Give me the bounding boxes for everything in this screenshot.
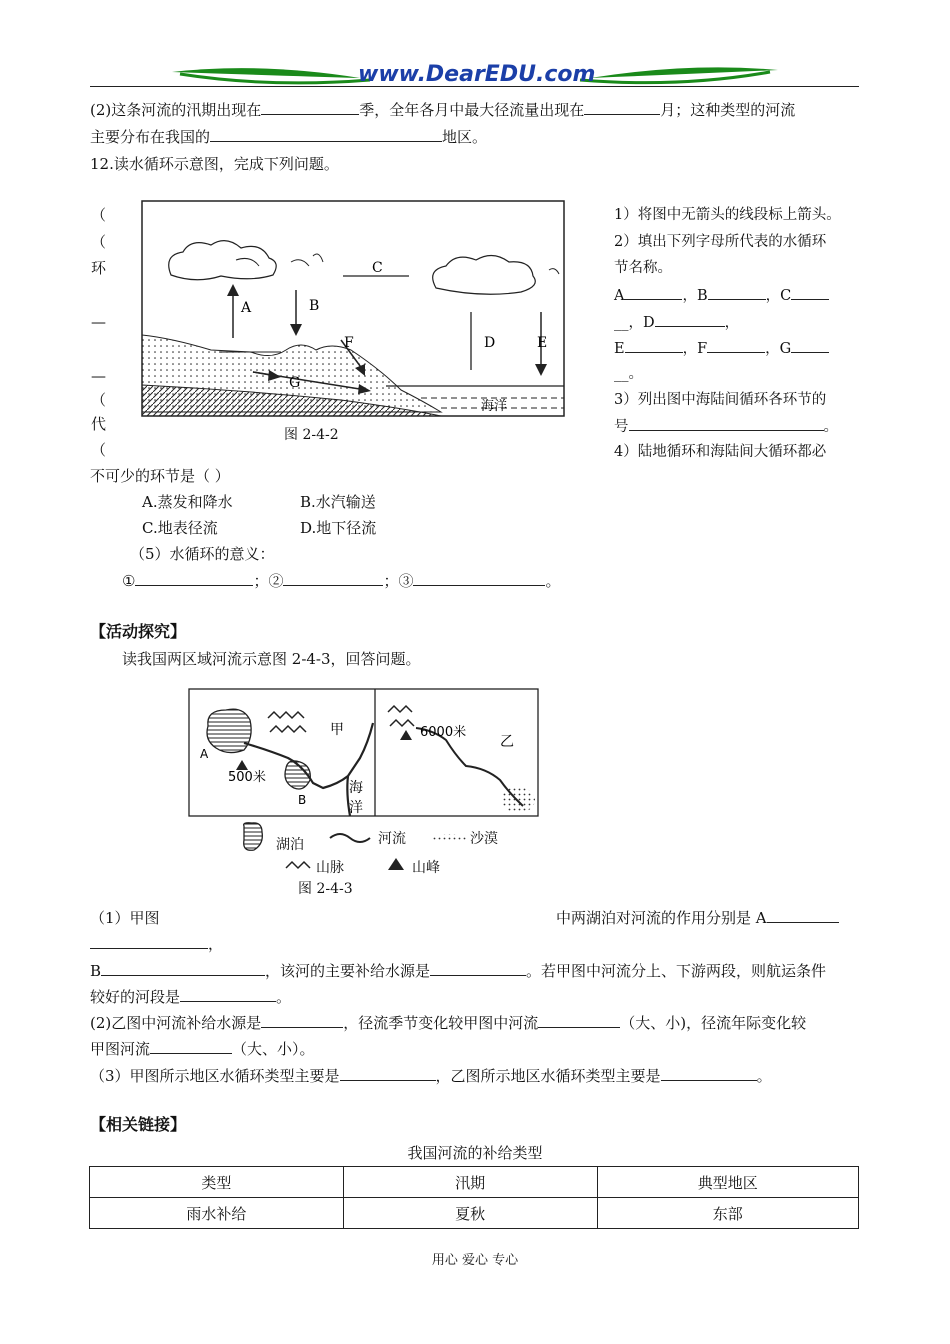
figure-caption: 图 2-4-2 bbox=[284, 427, 339, 443]
activity-q1b bbox=[556, 908, 839, 928]
label-elev-6000: 6000米 bbox=[420, 725, 467, 740]
label-g: G bbox=[289, 375, 301, 391]
activity-q1c bbox=[90, 934, 223, 954]
mountain-range-icon bbox=[268, 712, 304, 718]
table-cell: 雨水补给 bbox=[90, 1198, 344, 1229]
q-text: 较好的河段是 bbox=[90, 988, 181, 1006]
answer-blank[interactable] bbox=[90, 934, 208, 949]
right-text: ，C bbox=[765, 288, 792, 304]
answer-blank[interactable] bbox=[340, 1066, 436, 1081]
q12-q5-blanks bbox=[122, 571, 561, 591]
q-text: ，该河的主要补给水源是 bbox=[265, 962, 431, 980]
legend-desert: 沙漠 bbox=[470, 831, 498, 847]
q11-text: 地区。 bbox=[442, 128, 488, 146]
right-row-d bbox=[614, 312, 739, 333]
option-c[interactable]: C.地表径流 bbox=[142, 519, 218, 537]
answer-blank[interactable] bbox=[413, 571, 545, 586]
label-hai: 海 bbox=[349, 780, 363, 796]
answer-blank[interactable] bbox=[625, 338, 683, 353]
fragment: （ bbox=[91, 233, 107, 251]
right-text: 4）陆地循环和海陆间大循环都必 bbox=[614, 444, 827, 460]
answer-blank[interactable] bbox=[661, 1066, 757, 1081]
legend-river: 河流 bbox=[378, 831, 406, 847]
fragment: 代 bbox=[91, 415, 107, 433]
page-footer: 用心 爱心 专心 bbox=[431, 1253, 519, 1268]
answer-blank[interactable] bbox=[791, 338, 829, 353]
activity-q1d bbox=[90, 961, 826, 981]
section-heading-activity: 【活动探究】 bbox=[90, 622, 187, 641]
q-text: 。若甲图中河流分上、下游两段，则航运条件 bbox=[526, 962, 827, 980]
answer-blank[interactable] bbox=[538, 1013, 620, 1028]
label-d: D bbox=[484, 335, 496, 351]
label-f: F bbox=[344, 335, 354, 351]
table-row bbox=[90, 1198, 859, 1229]
mark: ① bbox=[122, 572, 136, 590]
cloud-left-icon bbox=[169, 241, 276, 280]
answer-blank[interactable] bbox=[707, 338, 765, 353]
q-text: ，乙图所示地区水循环类型主要是 bbox=[435, 1067, 661, 1085]
q-text: 。 bbox=[276, 988, 292, 1006]
label-elev-500: 500米 bbox=[228, 770, 266, 785]
right-text: 。 bbox=[823, 419, 838, 435]
q11-line1 bbox=[90, 100, 795, 120]
answer-blank[interactable] bbox=[708, 285, 766, 300]
legend-lake: 湖泊 bbox=[276, 837, 304, 853]
answer-blank[interactable] bbox=[101, 961, 265, 976]
right-text: 号 bbox=[614, 419, 629, 435]
q-text: ， bbox=[208, 935, 224, 953]
right-text: 2）填出下列字母所代表的水循环 bbox=[614, 234, 827, 250]
desert-icon bbox=[501, 787, 535, 813]
answer-blank[interactable] bbox=[584, 100, 660, 115]
answer-blank[interactable] bbox=[210, 127, 442, 142]
q11-text: 季，全年各月中最大径流量出现在 bbox=[359, 101, 585, 119]
label-yi: 乙 bbox=[500, 734, 514, 750]
answer-blank[interactable] bbox=[624, 285, 682, 300]
answer-blank[interactable] bbox=[430, 961, 526, 976]
right-row-a bbox=[614, 285, 829, 306]
q-text: （3）甲图所示地区水循环类型主要是 bbox=[90, 1067, 340, 1085]
answer-blank[interactable] bbox=[135, 571, 253, 586]
table-cell: 东部 bbox=[597, 1198, 858, 1229]
right-row-num bbox=[614, 416, 838, 437]
fragment: （ bbox=[91, 391, 107, 409]
cloud-right-icon bbox=[433, 255, 536, 294]
legend-peak: 山峰 bbox=[412, 860, 440, 876]
desert-legend-icon bbox=[432, 834, 468, 842]
answer-blank[interactable] bbox=[767, 908, 839, 923]
supply-table bbox=[89, 1166, 859, 1229]
river-legend-icon bbox=[330, 834, 370, 842]
q-text: （大、小)，径流年际变化较 bbox=[620, 1014, 807, 1032]
mark: 。 bbox=[545, 572, 561, 590]
activity-q2-cont bbox=[90, 1039, 315, 1059]
right-text: A bbox=[614, 288, 625, 304]
right-text: E bbox=[614, 341, 625, 357]
table-title: 我国河流的补给类型 bbox=[407, 1144, 543, 1162]
label-jia: 甲 bbox=[330, 722, 344, 738]
q-text: 甲图河流 bbox=[90, 1040, 151, 1058]
answer-blank[interactable] bbox=[791, 285, 829, 300]
right-text: 1）将图中无箭头的线段标上箭头。 bbox=[614, 207, 841, 223]
peak-icon bbox=[400, 730, 412, 740]
answer-blank[interactable] bbox=[261, 100, 359, 115]
q11-line2 bbox=[90, 127, 487, 147]
mark: ；③ bbox=[383, 572, 414, 590]
header-rule bbox=[90, 86, 859, 87]
fragment: （ bbox=[91, 441, 107, 459]
activity-intro: 读我国两区域河流示意图 2-4-3，回答问题。 bbox=[122, 650, 421, 668]
answer-blank[interactable] bbox=[180, 987, 276, 1002]
label-lake-b: B bbox=[298, 793, 307, 807]
legend-mountain: 山脉 bbox=[316, 860, 344, 876]
activity-q2 bbox=[90, 1013, 806, 1033]
fragment: — bbox=[91, 367, 106, 385]
peak-legend-icon bbox=[388, 858, 404, 870]
label-e: E bbox=[537, 335, 548, 351]
activity-q1a: （1）甲图 bbox=[90, 909, 160, 927]
right-text: __。 bbox=[614, 366, 643, 382]
q11-text: (2)这条河流的汛期出现在 bbox=[90, 101, 262, 119]
table-header-row bbox=[90, 1167, 859, 1198]
q12-q4-tail: 不可少的环节是（ ） bbox=[90, 467, 230, 485]
answer-blank[interactable] bbox=[150, 1039, 232, 1054]
q-text: (2)乙图中河流补给水源是 bbox=[90, 1014, 262, 1032]
right-text: __，D bbox=[614, 315, 655, 331]
option-b[interactable]: B.水汽输送 bbox=[300, 493, 376, 511]
label-lake-a: A bbox=[200, 747, 209, 761]
option-d[interactable]: D.地下径流 bbox=[300, 519, 377, 537]
column-header: 典型地区 bbox=[597, 1167, 858, 1198]
q11-text: 主要分布在我国的 bbox=[90, 128, 211, 146]
q-text: B bbox=[90, 962, 102, 980]
label-yang: 洋 bbox=[349, 800, 363, 816]
q-text: （大、小）。 bbox=[232, 1040, 315, 1058]
label-b: B bbox=[309, 298, 320, 314]
right-row-e bbox=[614, 338, 829, 359]
right-text: 3）列出图中海陆间循环各环节的 bbox=[614, 392, 827, 408]
label-c: C bbox=[372, 260, 383, 276]
peak-icon bbox=[236, 760, 248, 770]
fragment: （ bbox=[91, 206, 107, 224]
label-ocean: 海洋 bbox=[481, 399, 508, 414]
lake-b-icon bbox=[285, 761, 310, 789]
water-cycle-diagram bbox=[141, 200, 566, 418]
mark: ；② bbox=[253, 572, 284, 590]
option-a[interactable]: A.蒸发和降水 bbox=[142, 493, 233, 511]
right-text: 节名称。 bbox=[614, 260, 672, 276]
river-legend bbox=[238, 822, 518, 878]
water-cycle-figure bbox=[141, 200, 566, 418]
q-text: 中两湖泊对河流的作用分别是 A bbox=[556, 909, 767, 927]
activity-q3 bbox=[90, 1066, 772, 1086]
right-text: ，G bbox=[765, 341, 792, 357]
lake-legend-icon bbox=[244, 823, 263, 850]
activity-q1g bbox=[90, 987, 291, 1007]
fragment: — bbox=[91, 313, 106, 331]
q12-title: 12.读水循环示意图，完成下列问题。 bbox=[90, 155, 339, 173]
section-heading-links: 【相关链接】 bbox=[90, 1115, 187, 1134]
q-text: ，径流季节变化较甲图中河流 bbox=[343, 1014, 539, 1032]
column-header: 汛期 bbox=[343, 1167, 597, 1198]
river-map-diagram bbox=[188, 688, 540, 818]
fragment: 环 bbox=[91, 259, 107, 277]
table-cell: 夏秋 bbox=[343, 1198, 597, 1229]
answer-blank[interactable] bbox=[655, 312, 725, 327]
right-text: ，B bbox=[682, 288, 708, 304]
figure-caption: 图 2-4-3 bbox=[298, 881, 353, 897]
right-text: ， bbox=[724, 315, 740, 331]
column-header: 类型 bbox=[90, 1167, 344, 1198]
answer-blank[interactable] bbox=[261, 1013, 343, 1028]
label-a: A bbox=[241, 300, 252, 316]
mountain-legend-icon bbox=[286, 862, 310, 868]
answer-blank[interactable] bbox=[283, 571, 383, 586]
q11-text: 月；这种类型的河流 bbox=[660, 101, 796, 119]
river-figure bbox=[188, 688, 540, 818]
q12-q5: （5）水循环的意义： bbox=[130, 545, 275, 563]
answer-blank[interactable] bbox=[629, 416, 824, 431]
right-text: ，F bbox=[682, 341, 708, 357]
lake-a-icon bbox=[207, 709, 251, 752]
logo-text: www.DearEDU.com bbox=[358, 62, 596, 87]
q-text: 。 bbox=[756, 1067, 772, 1085]
